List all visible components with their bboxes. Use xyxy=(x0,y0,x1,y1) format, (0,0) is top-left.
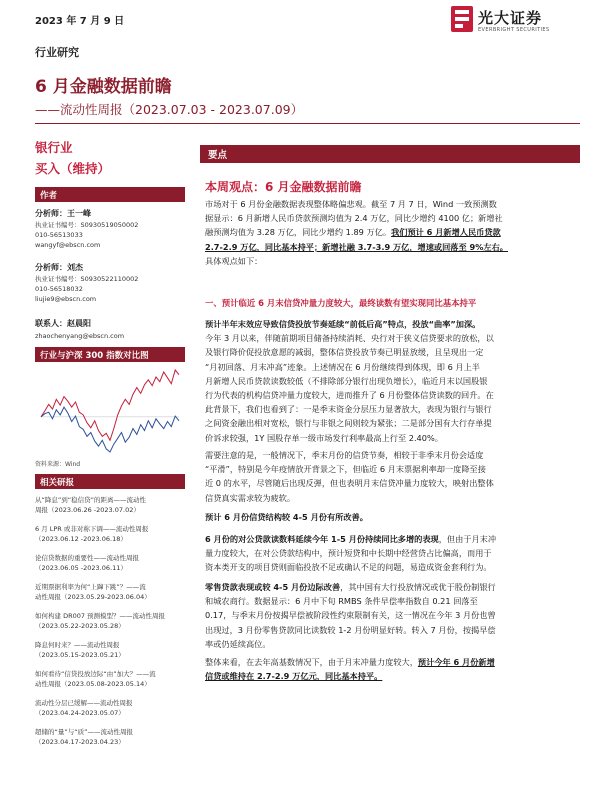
related-report-item[interactable] xyxy=(35,640,185,660)
paragraph-5 xyxy=(205,580,580,651)
p5-line: 和城农商行。数据显示：6 月中下旬 RMBS 条件早偿率指数自 0.21 回落至 xyxy=(205,596,478,607)
related-report-period: （2023.06.12 -2023.06.18） xyxy=(35,535,127,543)
p4-line: 量力度较大，在对公贷款结构中，预计短贷和中长期中经营贷占比偏高，而用于 xyxy=(205,548,492,559)
logo-english: EVERBRIGHT SECURITIES xyxy=(478,27,550,33)
authors-header: 作者 xyxy=(35,187,185,202)
everbright-logo-icon xyxy=(451,6,473,32)
related-report-period: （2023.05.15-2023.05.21） xyxy=(35,651,125,659)
author-info xyxy=(35,274,185,304)
related-report-title: 流动性分层已缓解——流动性周报 xyxy=(35,699,133,707)
related-report-title: 近期票据利率为何“上蹿下跳”？——流 xyxy=(35,583,146,591)
index-comparison-chart xyxy=(35,364,185,458)
p2-line: 需要注意的是，一般情况下，季末月份的信贷节奏，相较于非季末月份会适度 xyxy=(205,450,484,460)
author-phone: 010-56513033 xyxy=(35,231,83,239)
p6-forecast: 预计今年 6 月份新增 xyxy=(417,657,495,667)
related-report-item[interactable] xyxy=(35,698,185,718)
author-name: 分析师：刘杰 xyxy=(35,263,83,272)
related-report-title: 论信贷数据的重要性——流动性周报 xyxy=(35,554,139,562)
intro-line xyxy=(205,240,580,254)
weekly-view-title: 本周观点：6 月金融数据前瞻 xyxy=(205,180,362,194)
intro-paragraph xyxy=(205,197,580,268)
p6-forecast-cont: 信贷或维持在 2.7-2.9 万亿元，同比基本持平。 xyxy=(205,671,383,682)
related-report-title: 降息何时来？——流动性周报 xyxy=(35,641,120,649)
paragraph-6 xyxy=(205,655,580,683)
p5-text: ，其中国有大行投放情况或优于股份制银行 xyxy=(340,582,496,592)
author-cert: 执业证书编号：S0930519050002 xyxy=(35,221,139,229)
author-phone: 010-56518032 xyxy=(35,285,83,293)
p4-text: ，但由于月末冲 xyxy=(438,534,497,544)
intro-forecast: 我们预计 6 月新增人民币贷款 xyxy=(391,227,501,238)
p4-head: 6 月份的对公贷款读数料延续今年 1-5 月份持续同比多增的表现 xyxy=(205,534,439,544)
intro-text: 融预测均值为 3.28 万亿，同比少增约 1.89 万亿。 xyxy=(205,227,392,238)
p4-line: 资本类开支的项目贷则面临投放不足或确认不足的问题，易造成资金套利行为。 xyxy=(205,562,492,573)
p1-line: 行为代表的机构信贷冲量力度较大，进而推升了 6 月份整体信贷读数的回升。在 xyxy=(205,390,494,401)
related-report-item[interactable] xyxy=(35,495,185,515)
chart-header: 行业与沪深 300 指数对比图 xyxy=(35,347,185,362)
contact-email[interactable]: zhaochenyang@ebscn.com xyxy=(35,332,125,340)
p1-line: 此背景下，我们也看到了：一是季末资金分层压力显著放大，表现为银行与银行 xyxy=(205,404,492,415)
p6-text: 整体来看，在去年高基数情况下，由于月末冲量力度较大， xyxy=(205,657,418,667)
section-label: 行业研究 xyxy=(35,46,79,59)
intro-tail: 具体观点如下： xyxy=(205,255,263,266)
paragraph-1-head: 预计半年末效应导致信贷投放节奏延续“前低后高”特点，投放“曲率”加深。 xyxy=(205,319,481,329)
author-email[interactable]: liujie9@ebscn.com xyxy=(35,295,97,303)
contact-name: 联系人：赵晨阳 xyxy=(35,319,91,328)
title-divider xyxy=(35,123,580,124)
p1-line: 月新增人民币贷款读数较低（不排除部分银行出现负增长），临近月末以国股银 xyxy=(205,375,488,386)
related-report-period: 动性周报（2023.05.08-2023.05.14） xyxy=(35,680,151,688)
key-points-label: 要点 xyxy=(208,150,228,161)
p5-line xyxy=(205,580,580,594)
p1-line: 今年 3 月以来，伴随前期项目储备持续消耗、央行对于狭义信贷要求的放松，以 xyxy=(205,333,494,344)
report-date: 2023 年 7 月 9 日 xyxy=(35,16,125,27)
p6-line xyxy=(205,655,580,669)
related-reports-header: 相关研报 xyxy=(35,474,185,489)
industry-label: 银行业 xyxy=(35,140,73,155)
chart-source: 资料来源：Wind xyxy=(35,461,81,468)
p1-line: 及银行降价促投放意愿的减弱，整体信贷投放节奏已明显放缓，且呈现出一定 xyxy=(205,347,484,358)
chart-series-line-0 xyxy=(41,370,179,440)
related-report-item[interactable] xyxy=(35,553,185,573)
related-report-item[interactable] xyxy=(35,611,185,631)
related-report-period: （2023.04.17-2023.04.23） xyxy=(35,738,125,746)
logo-name: 光大证券 xyxy=(478,9,543,27)
author-name: 分析师：王一峰 xyxy=(35,209,91,218)
p2-line: 近 0 的水平，尽管随后出现反弹，但也表明月末信贷冲量力度较大，映射出整体 xyxy=(205,478,494,489)
p2-line: 信贷真实需求较为疲软。 xyxy=(205,492,296,503)
related-report-period: 周报（2023.06.26 -2023.07.02） xyxy=(35,506,140,514)
key-points-bar xyxy=(200,145,580,163)
paragraph-3: 预计 6 月份信贷结构较 4-5 月份有所改善。 xyxy=(205,512,368,522)
p6-line xyxy=(205,669,580,683)
p5-line: 出现过，3 月份零售贷款同比读数较 1-2 月份明显好转。转入 7 月份，按揭早偿 xyxy=(205,624,496,635)
section-heading: 一、预计临近 6 月末信贷冲量力度较大，最终读数有望实现同比基本持平 xyxy=(205,298,477,308)
related-report-title: 如何构建 DR007 预测模型？——流动性周报 xyxy=(35,612,166,620)
related-report-item[interactable] xyxy=(35,669,185,689)
related-report-item[interactable] xyxy=(35,524,185,544)
p4-line xyxy=(205,532,580,546)
chart-series-line-1 xyxy=(41,407,179,452)
report-subtitle: ——流动性周报（2023.07.03 - 2023.07.09） xyxy=(35,102,304,117)
report-title: 6 月金融数据前瞻 xyxy=(35,77,172,97)
related-report-title: 超储的“量”与“质”——流动性周报 xyxy=(35,728,133,736)
intro-forecast-cont: 2.7-2.9 万亿，同比基本持平；新增社融 3.7-3.9 万亿，增速或回落至 9%左右。 xyxy=(205,241,508,252)
related-report-title: 从“降息”到“稳信贷”的距离——流动性 xyxy=(35,496,146,504)
p5-head: 零售贷款表现或较 4-5 月份边际改善 xyxy=(205,582,341,592)
intro-line: 市场对于 6 月份金融数据表现整体略偏悲观。截至 7 月 7 日，Wind 一致预测数 xyxy=(205,199,497,209)
p1-line: 价诉求较强，1Y 国股存单一级市场发行利率最高上行至 2.40%。 xyxy=(205,432,443,443)
related-report-item[interactable] xyxy=(35,582,185,602)
related-report-period: （2023.04.24-2023.05.07） xyxy=(35,709,125,717)
p1-line: 之间资金融出相对宽松，银行与非银之间则较为紧张；二是部分国有大行存单提 xyxy=(205,418,492,429)
related-report-title: 如何看待“信贷投放边际“由”加大？——流 xyxy=(35,670,156,678)
related-report-period: （2023.06.05 -2023.06.11） xyxy=(35,564,127,572)
p5-line: 率或仍延续高位。 xyxy=(205,638,271,649)
paragraph-2 xyxy=(205,448,580,505)
related-report-title: 6 月 LPR 或非对称下调——流动性周报 xyxy=(35,525,149,533)
intro-line: 据显示：6 月新增人民币贷款预测均值为 2.4 万亿，同比少增约 4100 亿；新增社 xyxy=(205,213,503,224)
related-report-period: （2023.05.22-2023.05.28） xyxy=(35,622,125,630)
related-report-item[interactable] xyxy=(35,727,185,747)
author-email[interactable]: wangyf@ebscn.com xyxy=(35,241,101,249)
paragraph-4 xyxy=(205,532,580,575)
author-info xyxy=(35,220,185,250)
chart-svg xyxy=(35,364,185,458)
intro-line xyxy=(205,225,580,239)
p2-line: “平滑”，特别是今年疫情放开背景之下，但临近 6 月末票据利率却一度降至接 xyxy=(205,464,486,475)
paragraph-1 xyxy=(205,317,580,445)
author-cert: 执业证书编号：S0930522110002 xyxy=(35,275,139,283)
rating-label: 买入（维持） xyxy=(35,161,111,176)
p1-line: “月初回落、月末冲高”迹象。上述情况在 6 月份继续得到体现，即 6 月上半 xyxy=(205,361,480,372)
p5-line: 0.17，与季末月份按揭早偿被阶段性约束限制有关，这一情况在今年 3 月份也曾 xyxy=(205,610,496,621)
related-report-period: 动性周报（2023.05.29-2023.06.04） xyxy=(35,593,151,601)
